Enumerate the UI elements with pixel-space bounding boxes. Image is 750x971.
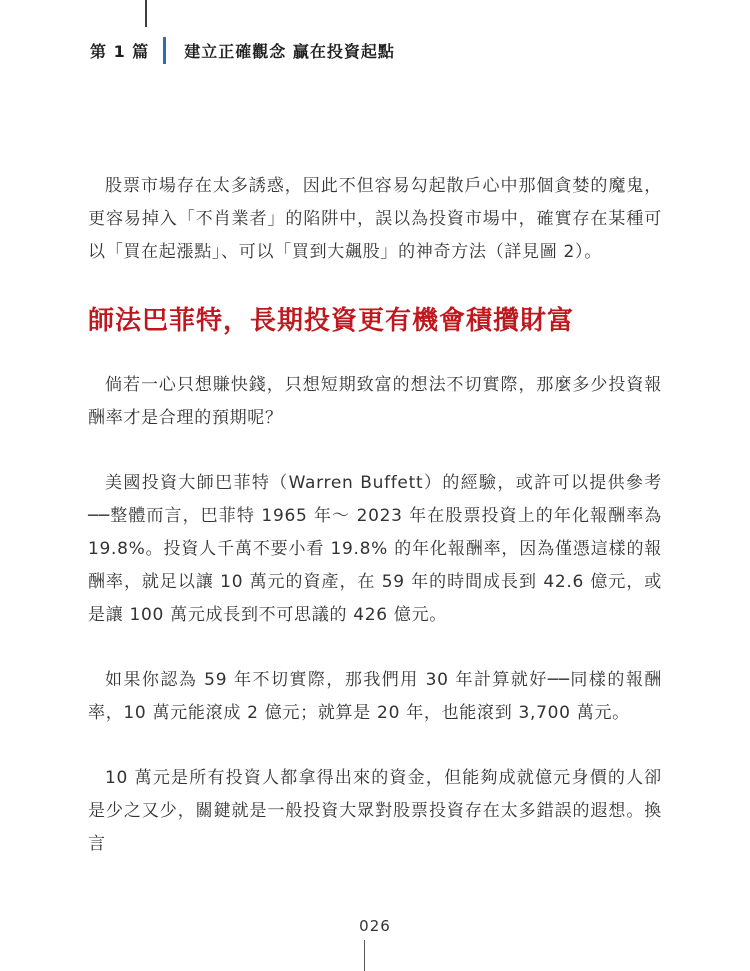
body-paragraph-5: 10 萬元是所有投資人都拿得出來的資金，但能夠成就億元身價的人卻是少之又少，關鍵就是一般投資大眾對股票投資存在太多錯誤的遐想。換言 — [88, 768, 662, 854]
top-divider-line — [145, 0, 147, 27]
page-number: 026 — [359, 917, 391, 935]
body-paragraph-1: 股票市場存在太多誘惑，因此不但容易勾起散戶心中那個貪婪的魔鬼，更容易掉入「不肖業者」的陷阱中，誤以為投資市場中，確實存在某種可以「買在起漲點」、可以「買到大飆股」的神奇方法（詳見圖 2）。 — [88, 176, 662, 262]
part-label: 第 1 篇 — [90, 41, 150, 61]
running-header — [90, 37, 395, 63]
bottom-divider-line — [364, 940, 365, 971]
body-paragraph-3: 美國投資大師巴菲特（Warren Buffett）的經驗，或許可以提供參考──整體而言，巴菲特 1965 年～ 2023 年在股票投資上的年化報酬率為 19.8%。投資人千萬不要小看 19.8% 的年化報酬率，因為僅憑這樣的報酬率，就足以讓 10 萬元的資產，在 59 年的時間成長到 42.6 億元，或是讓 100 萬元成長到不可思議的 426 億元。 — [88, 473, 662, 625]
body-paragraph-2: 倘若一心只想賺快錢，只想短期致富的想法不切實際，那麼多少投資報酬率才是合理的預期呢？ — [88, 375, 662, 428]
section-heading: 師法巴菲特，長期投資更有機會積攢財富 — [88, 306, 575, 336]
chapter-title: 建立正確觀念 贏在投資起點 — [184, 41, 395, 61]
page-body — [88, 170, 662, 861]
body-paragraph-4: 如果你認為 59 年不切實際，那我們用 30 年計算就好──同樣的報酬率，10 萬元能滾成 2 億元；就算是 20 年，也能滾到 3,700 萬元。 — [88, 670, 662, 723]
header-accent-bar — [163, 37, 166, 64]
